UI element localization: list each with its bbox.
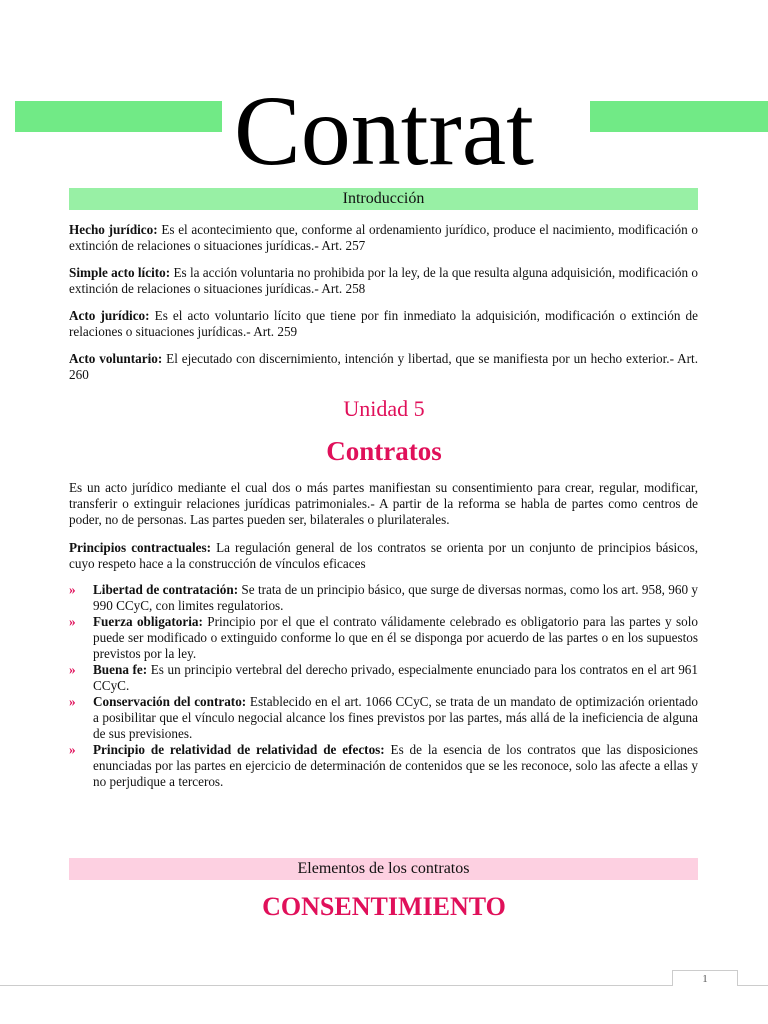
definition-paragraph: [69, 265, 698, 297]
principle-term: Buena fe:: [93, 662, 148, 677]
principle-text: Es un principio vertebral del derecho privado, especialmente enunciado para los contratos en el art 961 CCyC.: [93, 662, 698, 693]
bullet-icon: »: [69, 582, 76, 597]
principle-text: Es de la esencia de los contratos que las disposiciones enunciadas por las partes en ejercicio de determinación de contenidos que se les reconoce, solo las afecte a ellas y no perjudique a terceros.: [93, 742, 698, 789]
definition-term: Hecho jurídico:: [69, 222, 158, 237]
principles-intro-paragraph: [69, 540, 698, 572]
definition-paragraph: [69, 351, 698, 383]
definition-text: Es el acontecimiento que, conforme al ordenamiento jurídico, produce el nacimiento, modificación o extinción de relaciones o situaciones jurídicas.- Art. 257: [69, 222, 698, 253]
principle-text: Establecido en el art. 1066 CCyC, se trata de un mandato de optimización orientado a posibilitar que el vínculo negocial alcance los fines previstos por las partes, más allá de la ineficiencia de alguna de sus previsiones.: [93, 694, 698, 741]
bullet-icon: »: [69, 742, 76, 757]
list-item: [69, 662, 698, 694]
definition-text: Es el acto voluntario lícito que tiene por fin inmediato la adquisición, modificación o extinción de relaciones o situaciones jurídicas.- Art. 259: [69, 308, 698, 339]
list-item: [69, 742, 698, 790]
principles-text: La regulación general de los contratos se orienta por un conjunto de principios básicos, cuyo respeto hace a la construcción de vínculos eficaces: [69, 540, 698, 571]
definition-term: Acto voluntario:: [69, 351, 163, 366]
principle-text: Se trata de un principio básico, que surge de diversas normas, como los art. 958, 960 y 990 CCyC, con limites regulatorios.: [93, 582, 698, 613]
principle-term: Principio de relatividad de relatividad de efectos:: [93, 742, 385, 757]
principle-term: Conservación del contrato:: [93, 694, 247, 709]
intro-heading: Introducción: [69, 188, 698, 210]
definition-paragraph: [69, 222, 698, 254]
list-item: [69, 694, 698, 742]
principle-term: Fuerza obligatoria:: [93, 614, 203, 629]
bullet-icon: »: [69, 694, 76, 709]
definition-term: Simple acto lícito:: [69, 265, 171, 280]
elements-heading: Elementos de los contratos: [69, 858, 698, 880]
definition-paragraph: [69, 308, 698, 340]
bullet-icon: »: [69, 662, 76, 677]
definition-text: El ejecutado con discernimiento, intención y libertad, que se manifiesta por un hecho exterior.- Art. 260: [69, 351, 699, 382]
principle-text: Principio por el que el contrato válidamente celebrado es obligatorio para las partes y solo puede ser modificado o extinguido conforme lo que en él se disponga por acuerdo de las partes o en los supuestos previstos por la ley.: [93, 614, 698, 661]
unit-label: Unidad 5: [343, 396, 425, 421]
definition-text: Es la acción voluntaria no prohibida por la ley, de la que resulta alguna adquisición, modificación o extinción de relaciones o situaciones jurídicas.- Art. 258: [69, 265, 698, 296]
page-number: 1: [672, 970, 738, 986]
principle-term: Libertad de contratación:: [93, 582, 239, 597]
footer-divider: [0, 985, 768, 986]
bullet-icon: »: [69, 614, 76, 629]
principles-term: Principios contractuales:: [69, 540, 212, 555]
unit-title: Contratos: [326, 436, 442, 466]
document-title: Contrat: [234, 75, 534, 186]
list-item: [69, 614, 698, 662]
definition-term: Acto jurídico:: [69, 308, 150, 323]
contract-intro-paragraph: Es un acto jurídico mediante el cual dos o más partes manifiestan su consentimiento para crear, regular, modificar, transferir o extinguir relaciones jurídicas patrimoniales.- A partir de la reforma se habla de partes como centros de poder, no de personas. Las partes pueden ser, bilaterales o plurilaterales.: [69, 480, 698, 527]
list-item: [69, 582, 698, 614]
principles-list: [69, 582, 698, 790]
consent-heading: CONSENTIMIENTO: [262, 892, 506, 921]
